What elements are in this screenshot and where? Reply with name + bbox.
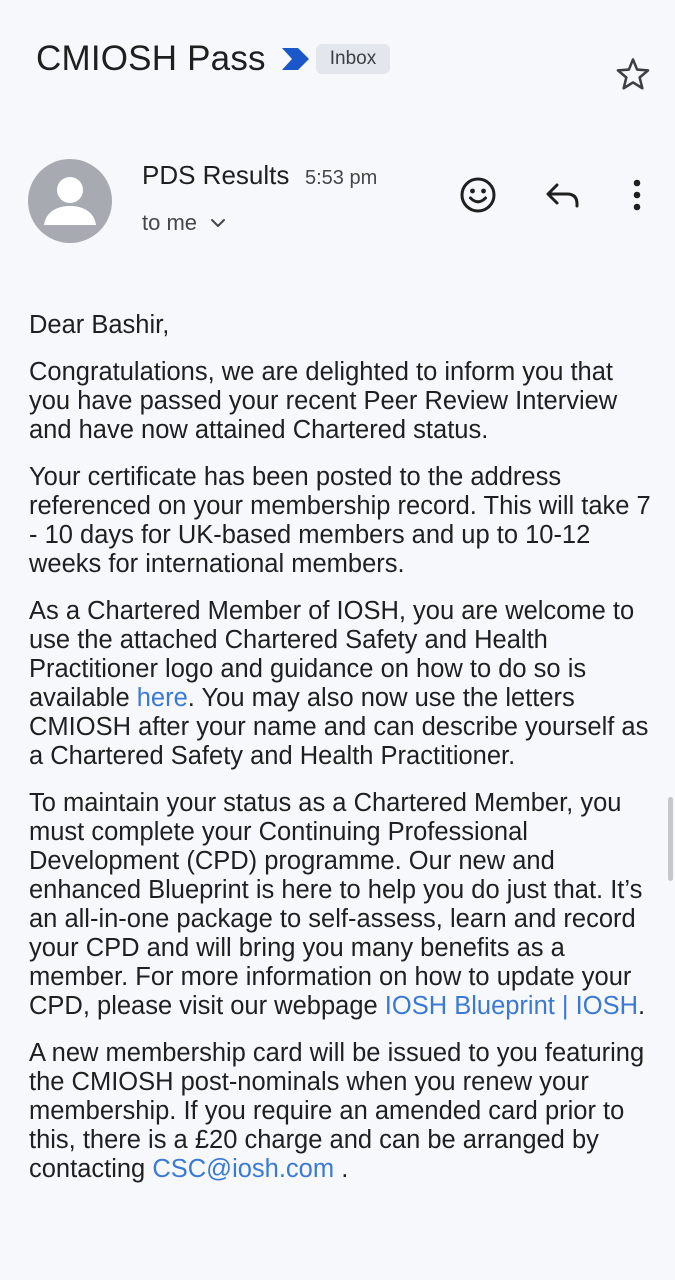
star-icon[interactable] xyxy=(614,55,652,93)
paragraph-chartered-member xyxy=(29,597,659,771)
paragraph-text: . You may also now use the letters CMIOSH after your name and can describe yourself as a Chartered Safety and Health Practitioner. xyxy=(29,684,649,770)
more-vert-icon[interactable] xyxy=(615,173,659,217)
chevron-down-icon xyxy=(209,214,227,232)
greeting: Dear Bashir, xyxy=(29,311,170,339)
scrollbar[interactable] xyxy=(668,797,673,881)
email-subject: CMIOSH Pass xyxy=(36,39,266,78)
paragraph-congratulations: Congratulations, we are delighted to inform you that you have passed your recent Peer Review Interview and have now attained Chartered status. xyxy=(29,358,618,444)
paragraph-cpd xyxy=(29,789,659,1021)
csc-email-link[interactable]: CSC@iosh.com xyxy=(152,1155,335,1183)
sender-avatar[interactable] xyxy=(28,159,112,243)
paragraph-text: . xyxy=(638,992,646,1020)
recipients-text: to me xyxy=(142,210,198,235)
paragraph-certificate: Your certificate has been posted to the address referenced on your membership record. This will take 7 - 10 days for UK-based members and up to 10-12 weeks for international members. xyxy=(29,463,651,578)
paragraph-membership-card xyxy=(29,1039,659,1184)
emoji-react-icon[interactable] xyxy=(456,173,500,217)
paragraph-text: As a Chartered Member of IOSH, you are welcome to use the attached Chartered Safety and Health Practitioner logo and guidance on how to do so is available xyxy=(29,597,635,712)
person-avatar-icon xyxy=(28,159,112,243)
paragraph-text: . xyxy=(334,1155,349,1183)
subject-row xyxy=(36,34,675,84)
reply-icon[interactable] xyxy=(541,173,585,217)
paragraph-text: To maintain your status as a Chartered Member, you must complete your Continuing Professional Development (CPD) programme. Our new and enhanced Blueprint is here to help you do just that. It’s an all-in-one package to self-assess, learn and record your CPD and will bring you many benefits as a member. For more information on how to update your CPD, please visit our webpage xyxy=(29,789,643,1020)
importance-marker-icon[interactable] xyxy=(280,47,310,71)
iosh-blueprint-link[interactable]: IOSH Blueprint | IOSH xyxy=(384,992,638,1020)
email-body xyxy=(29,311,659,1202)
here-link[interactable]: here xyxy=(136,684,188,712)
inbox-label[interactable]: Inbox xyxy=(316,44,390,74)
paragraph-text: A new membership card will be issued to you featuring the CMIOSH post-nominals when you renew your membership. If you require an amended card prior to this, there is a £20 charge and can be arranged by contacting xyxy=(29,1039,645,1183)
sent-time: 5:53 pm xyxy=(305,167,378,189)
recipients-toggle[interactable] xyxy=(142,210,227,236)
sender-name[interactable]: PDS Results xyxy=(142,160,290,190)
